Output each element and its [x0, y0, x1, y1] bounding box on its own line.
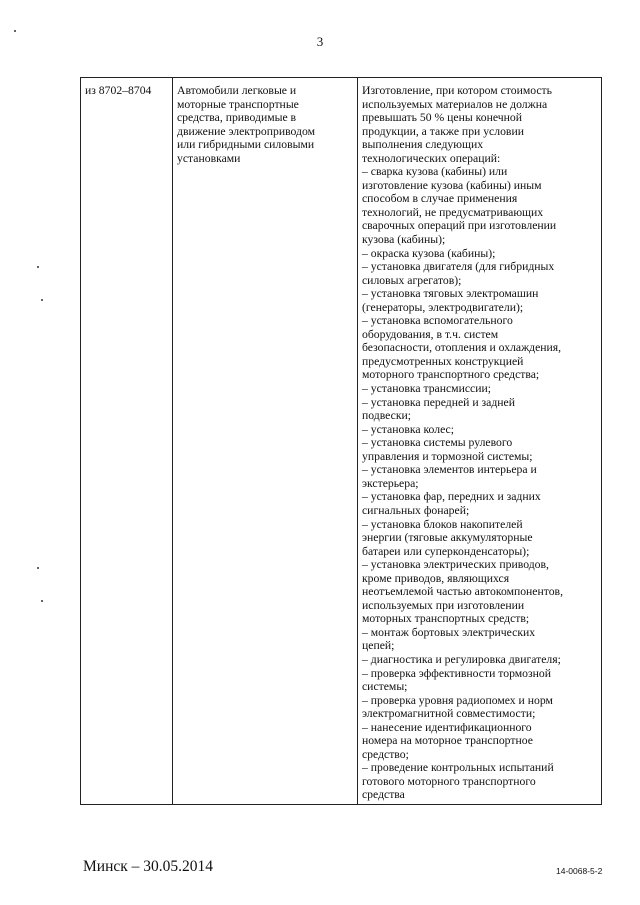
origin-condition-line: – установка фар, передних и задних — [362, 490, 541, 504]
table-row — [81, 78, 602, 805]
origin-condition-line: – установка трансмиссии; — [362, 382, 491, 396]
origin-condition-line: – окраска кузова (кабины); — [362, 246, 496, 260]
origin-condition-line: сигнальных фонарей; — [362, 503, 470, 517]
origin-condition-line: батареи или суперконденсаторы); — [362, 544, 530, 558]
origin-condition-line: энергии (тяговые аккумуляторные — [362, 531, 533, 545]
origin-condition-line: неотъемлемой частью автокомпонентов, — [362, 585, 563, 599]
origin-condition-line: цепей; — [362, 639, 395, 653]
origin-condition-line: выполнения следующих — [362, 138, 484, 152]
commodity-code-cell: из 8702–8704 — [81, 78, 173, 805]
origin-condition-line: сварочных операций при изготовлении — [362, 219, 557, 233]
origin-condition-line: управления и тормозной системы; — [362, 449, 533, 463]
origin-condition-line: технологических операций: — [362, 151, 501, 165]
origin-condition-line: способом в случае применения — [362, 192, 518, 206]
origin-condition-line: – сварка кузова (кабины) или — [362, 165, 508, 179]
scan-speck — [41, 600, 43, 602]
origin-conditions-text — [362, 84, 597, 802]
origin-condition-line: кузова (кабины); — [362, 233, 446, 247]
origin-condition-line: силовых агрегатов); — [362, 273, 462, 287]
origin-condition-line: экстерьера; — [362, 476, 419, 490]
footer-city-date: Минск – 30.05.2014 — [83, 858, 214, 875]
product-description-cell — [173, 78, 358, 805]
origin-condition-line: изготовление кузова (кабины) иным — [362, 178, 542, 192]
origin-condition-line: – нанесение идентификационного — [362, 720, 532, 734]
origin-condition-line: – установка вспомогательного — [362, 314, 513, 328]
origin-condition-line: системы; — [362, 680, 408, 694]
origin-condition-line: – установка двигателя (для гибридных — [362, 260, 555, 274]
scan-speck — [37, 266, 39, 268]
product-description-line: установками — [177, 151, 241, 165]
origin-conditions-cell — [358, 78, 602, 805]
origin-condition-line: электромагнитной совместимости; — [362, 707, 536, 721]
origin-condition-line: готового моторного транспортного — [362, 774, 536, 788]
product-description-text — [177, 84, 353, 165]
origin-condition-line: продукции, а также при условии — [362, 124, 524, 138]
origin-condition-line: – установка колес; — [362, 422, 454, 436]
origin-condition-line: технологий, не предусматривающих — [362, 205, 544, 219]
origin-condition-line: моторного транспортного средства; — [362, 368, 540, 382]
origin-condition-line: средства — [362, 788, 405, 802]
scan-speck — [14, 30, 16, 32]
origin-condition-line: (генераторы, электродвигатели); — [362, 300, 524, 314]
page-number: 3 — [316, 34, 324, 49]
origin-condition-line: моторных транспортных средств; — [362, 612, 530, 626]
origin-condition-line: – установка тяговых электромашин — [362, 287, 539, 301]
scan-speck — [41, 299, 43, 301]
origin-condition-line: предусмотренных конструкцией — [362, 354, 524, 368]
origin-condition-line: – диагностика и регулировка двигателя; — [362, 652, 561, 666]
footer-doc-code: 14-0068-5-2 — [556, 866, 603, 876]
product-description-line: Автомобили легковые и — [177, 84, 297, 97]
origin-condition-line: – установка элементов интерьера и — [362, 463, 537, 477]
product-description-line: движение электроприводом — [177, 124, 315, 138]
product-description-line: или гибридными силовыми — [177, 138, 315, 152]
origin-condition-line: используемых при изготовлении — [362, 598, 525, 612]
origin-condition-line: – проверка эффективности тормозной — [362, 666, 551, 680]
origin-rules-table — [80, 77, 602, 805]
product-description-line: средства, приводимые в — [177, 111, 297, 125]
origin-condition-line: Изготовление, при котором стоимость — [362, 84, 552, 97]
origin-condition-line: – проведение контрольных испытаний — [362, 761, 554, 775]
origin-condition-line: оборудования, в т.ч. систем — [362, 327, 499, 341]
origin-condition-line: – проверка уровня радиопомех и норм — [362, 693, 553, 707]
origin-condition-line: средство; — [362, 747, 409, 761]
origin-condition-line: – установка электрических приводов, — [362, 558, 549, 572]
origin-condition-line: номера на моторное транспортное — [362, 734, 533, 748]
origin-condition-line: используемых материалов не должна — [362, 97, 548, 111]
origin-condition-line: безопасности, отопления и охлаждения, — [362, 341, 562, 355]
origin-condition-line: – монтаж бортовых электрических — [362, 625, 536, 639]
origin-condition-line: подвески; — [362, 409, 412, 423]
origin-condition-line: кроме приводов, являющихся — [362, 571, 510, 585]
scan-speck — [37, 567, 39, 569]
origin-condition-line: превышать 50 % цены конечной — [362, 111, 522, 125]
origin-condition-line: – установка передней и задней — [362, 395, 515, 409]
origin-condition-line: – установка блоков накопителей — [362, 517, 523, 531]
origin-condition-line: – установка системы рулевого — [362, 436, 513, 450]
product-description-line: моторные транспортные — [177, 97, 299, 111]
